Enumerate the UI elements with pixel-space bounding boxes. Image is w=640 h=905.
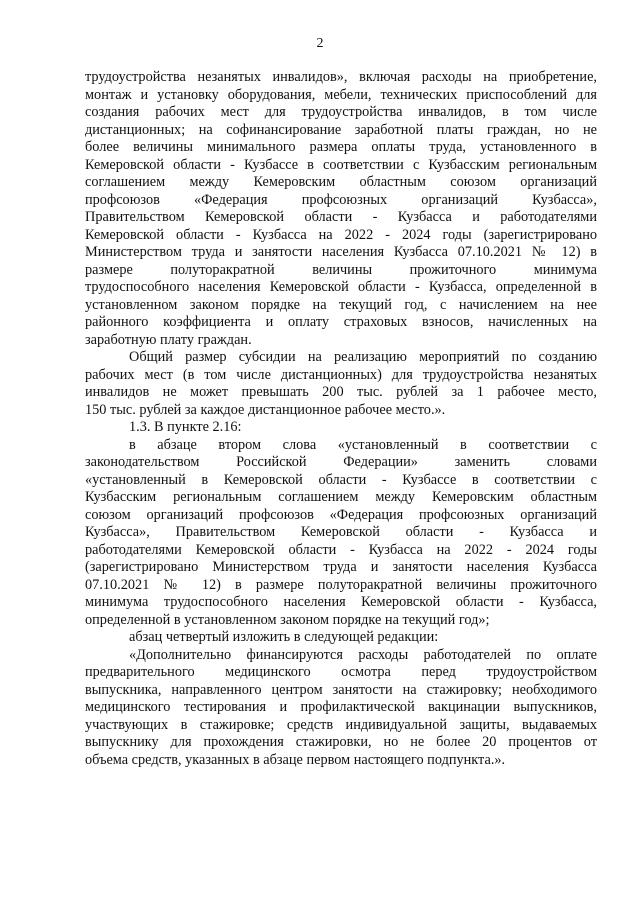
text-line: законодательством Российской Федерации» заменить словами (85, 454, 597, 470)
text-line: работодателями Кемеровской области - Кузбасса на 2022 - 2024 годы (85, 541, 597, 558)
text-line: монтаж и установку оборудования, мебели, технических приспособлений для (85, 86, 597, 103)
text-line: Правительством Кемеровской области - Кузбасса и работодателями (85, 209, 597, 225)
text-line: создания рабочих мест для трудоустройства инвалидов, в том числе (85, 104, 597, 120)
text-line: (зарегистрировано Министерством труда и занятости населения Кузбасса (85, 559, 597, 575)
text-line: Кузбасса», Правительством Кемеровской области - Кузбасса и (85, 524, 597, 540)
paragraph (85, 69, 597, 349)
text-line: выпускнику для прохождения стажировки, но не более 20 процентов от (85, 734, 597, 750)
text-line: предварительного медицинского осмотра перед трудоустройством (85, 664, 597, 680)
text-line: участвующих в стажировке; средств индивидуальной защиты, выдаваемых (85, 716, 597, 733)
paragraph (85, 349, 597, 419)
document-body (85, 69, 597, 769)
text-line: выпускника, направленного центром занятости на стажировку; необходимого (85, 681, 597, 698)
text-line: трудоспособного населения Кемеровской области - Кузбасса, определенной в (85, 279, 597, 295)
text-line: Кемеровской области - Кузбассе в соответствии с Кузбасским региональным (85, 156, 597, 173)
text-line: в абзаце втором слова «установленный в соответствии с (129, 436, 597, 453)
page-number: 2 (316, 36, 324, 51)
text-line: профсоюзов «Федерация профсоюзных организаций Кузбасса», (85, 191, 597, 208)
text-line: 1.3. В пункте 2.16: (129, 419, 242, 435)
text-line: 07.10.2021 № 12) в размере полуторакратной величины прожиточного (85, 576, 597, 593)
text-line: медицинского тестирования и профилактической вакцинации выпускников, (85, 699, 597, 715)
text-line: минимума трудоспособного населения Кемеровской области - Кузбасса, (85, 594, 597, 610)
text-line: Общий размер субсидии на реализацию мероприятий по созданию (129, 349, 597, 365)
text-line: рабочих мест (в том числе дистанционных) для трудоустройства незанятых (85, 366, 597, 383)
paragraph (85, 419, 597, 437)
text-line: заработную плату граждан. (85, 331, 252, 348)
text-line: союзом организаций профсоюзов «Федерация профсоюзных организаций (85, 506, 597, 523)
text-line: объема средств, указанных в абзаце первом настоящего подпункта.». (85, 751, 506, 768)
text-line: размере полуторакратной величины прожиточного минимума (85, 261, 597, 278)
text-line: Министерством труда и занятости населения Кузбасса 07.10.2021 № 12) в (85, 244, 597, 260)
text-line: определенной в установленном законом порядке на текущий год»; (85, 611, 490, 628)
text-line: трудоустройства незанятых инвалидов», включая расходы на приобретение, (85, 69, 597, 85)
text-line: Кузбасским региональным соглашением между Кемеровским областным (85, 489, 597, 505)
text-line: «установленный в Кемеровской области - Кузбассе в соответствии с (85, 471, 597, 488)
text-line: дистанционных; на софинансирование заработной платы граждан, но не (85, 121, 597, 138)
paragraph (85, 647, 597, 770)
text-line: «Дополнительно финансируются расходы работодателей по оплате (129, 646, 597, 663)
paragraph (85, 629, 597, 647)
text-line: Кемеровской области - Кузбасса на 2022 - 2024 годы (зарегистрировано (85, 226, 597, 243)
text-line: более величины минимального размера оплаты труда, установленного в (85, 139, 597, 155)
text-line: установленном законом порядке на текущий год, с начислением на нее (85, 296, 597, 313)
text-line: 150 тыс. рублей за каждое дистанционное рабочее место.». (85, 401, 446, 418)
text-line: инвалидов не может превышать 200 тыс. рублей за 1 рабочее место, (85, 384, 597, 400)
text-line: абзац четвертый изложить в следующей редакции: (129, 629, 439, 645)
text-line: районного коэффициента и оплату страховых взносов, начисленных на (85, 314, 597, 330)
text-line: соглашением между Кемеровским областным союзом организаций (85, 174, 597, 190)
paragraph (85, 437, 597, 630)
